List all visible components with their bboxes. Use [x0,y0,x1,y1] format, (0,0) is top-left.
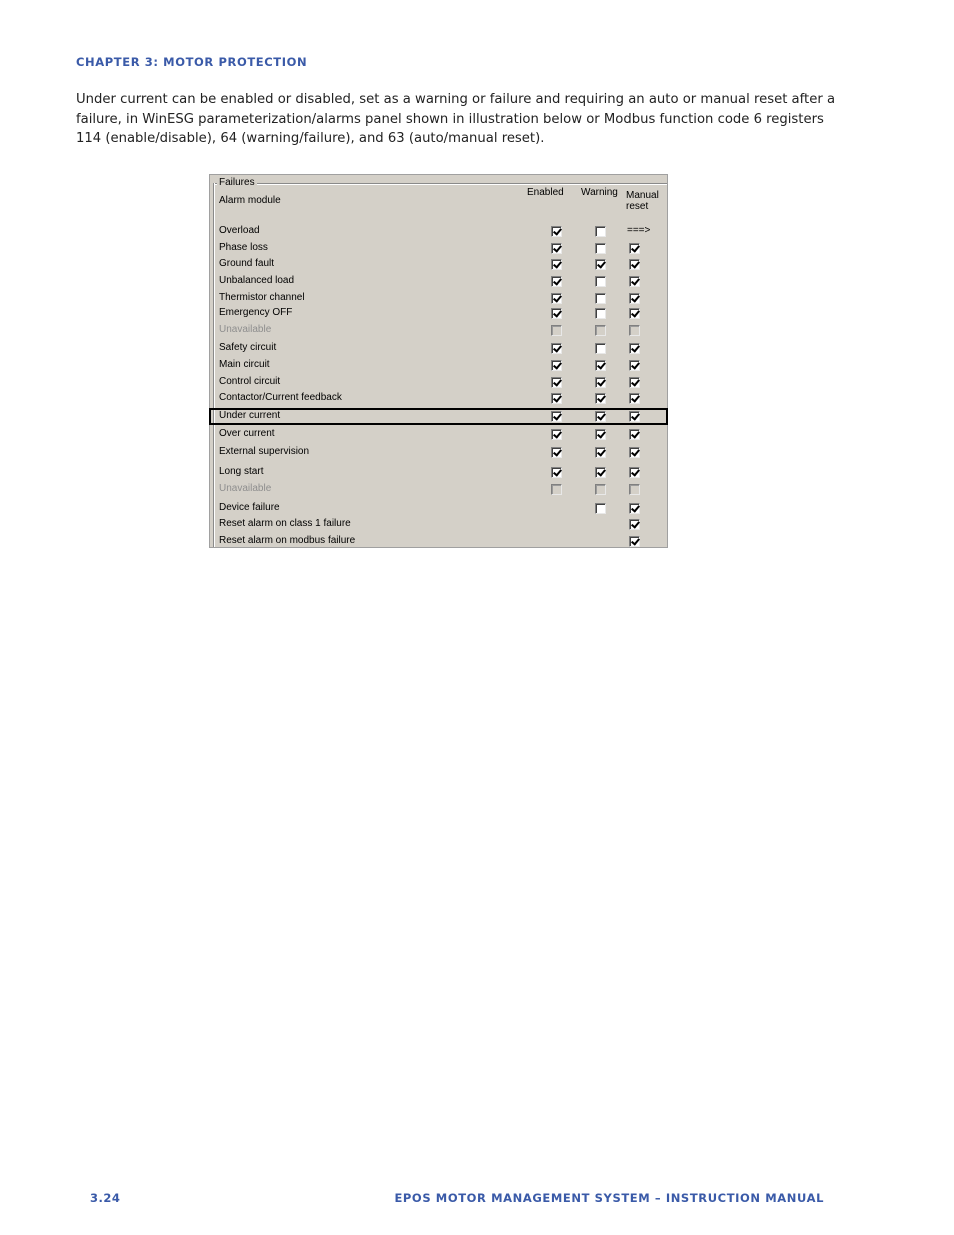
enabled-checkbox[interactable] [551,276,562,287]
enabled-checkbox[interactable] [551,308,562,319]
manual-reset-checkbox[interactable] [629,393,640,404]
failure-row-label: Unavailable [219,324,272,335]
manual-reset-checkbox[interactable] [629,308,640,319]
manual-reset-checkbox[interactable] [629,429,640,440]
enabled-checkbox[interactable] [551,259,562,270]
failure-row-label: Phase loss [219,242,268,253]
warning-checkbox[interactable] [595,293,606,304]
failure-row-label: Under current [219,410,281,421]
failure-row-label: Emergency OFF [219,307,293,318]
failure-row [210,428,667,442]
intro-paragraph: Under current can be enabled or disabled, set as a warning or failure and requiring an auto or manual reset after a failure, in WinESG parameterization/alarms panel shown in illustration below or Modbus function code 6 registers 114 (enable/disable), 64 (warning/failure), and 63 (auto/manual reset). [76,92,836,146]
warning-checkbox[interactable] [595,243,606,254]
warning-checkbox[interactable] [595,447,606,458]
manual-reset-checkbox[interactable] [629,377,640,388]
manual-reset-checkbox[interactable] [629,360,640,371]
failure-row-label: Reset alarm on class 1 failure [219,518,351,529]
enabled-checkbox[interactable] [551,467,562,478]
failure-row [210,359,667,373]
failure-row-label: Long start [219,466,264,477]
failure-row [210,535,667,549]
manual-reset-checkbox[interactable] [629,243,640,254]
warning-checkbox[interactable] [595,393,606,404]
failure-row [210,275,667,289]
warning-checkbox [595,484,606,495]
failure-row-label: Reset alarm on modbus failure [219,535,356,546]
failure-row [210,225,667,239]
enabled-checkbox [551,484,562,495]
failure-row [210,324,667,338]
manual-reset-checkbox [629,325,640,336]
enabled-checkbox[interactable] [551,429,562,440]
group-box-top-line [213,183,667,185]
failure-row [210,483,667,497]
enabled-checkbox [551,325,562,336]
column-header-manual-reset [626,190,666,212]
failure-row [210,392,667,406]
column-header-enabled: Enabled [527,187,564,198]
manual-reset-checkbox [629,484,640,495]
failure-row [210,466,667,480]
manual-reset-checkbox[interactable] [629,259,640,270]
under-current-highlight [209,408,668,425]
failure-row [210,376,667,390]
alarm-module-label: Alarm module [219,195,281,206]
warning-checkbox[interactable] [595,343,606,354]
failure-row-label: Over current [219,428,275,439]
warning-checkbox[interactable] [595,377,606,388]
manual-reset-checkbox[interactable] [629,276,640,287]
alarm-failures-panel [209,174,668,548]
failure-row-label: Main circuit [219,359,270,370]
enabled-checkbox[interactable] [551,447,562,458]
enabled-checkbox[interactable] [551,393,562,404]
manual-reset-checkbox[interactable] [629,293,640,304]
manual-reset-checkbox[interactable] [629,343,640,354]
warning-checkbox [595,325,606,336]
failure-row [210,307,667,321]
chapter-heading: CHAPTER 3: MOTOR PROTECTION [76,55,308,69]
column-header-manual-reset-text: Manual reset [626,190,659,212]
failure-row [210,342,667,356]
warning-checkbox[interactable] [595,360,606,371]
warning-checkbox[interactable] [595,503,606,514]
enabled-checkbox[interactable] [551,226,562,237]
enabled-checkbox[interactable] [551,343,562,354]
failure-row [210,446,667,460]
failure-row-label: Ground fault [219,258,275,269]
failure-row-label: External supervision [219,446,310,457]
failure-row-label: Unavailable [219,483,272,494]
page-number: 3.24 [90,1191,121,1205]
manual-reset-checkbox[interactable] [629,536,640,547]
failure-row [210,518,667,532]
group-title: Failures [219,177,255,188]
warning-checkbox[interactable] [595,467,606,478]
warning-checkbox[interactable] [595,308,606,319]
enabled-checkbox[interactable] [551,293,562,304]
failure-row-label: Unbalanced load [219,275,295,286]
manual-reset-checkbox[interactable] [629,519,640,530]
enabled-checkbox[interactable] [551,243,562,254]
failure-row [210,258,667,272]
warning-checkbox[interactable] [595,259,606,270]
failure-row [210,292,667,306]
manual-reset-checkbox[interactable] [629,503,640,514]
failure-row-label: Device failure [219,502,280,513]
manual-reset-checkbox[interactable] [629,447,640,458]
manual-reset-checkbox[interactable] [629,467,640,478]
failure-row-label: Overload [219,225,260,236]
failure-row [210,242,667,256]
enabled-checkbox[interactable] [551,377,562,388]
failure-row [210,502,667,516]
failure-row-label: Thermistor channel [219,292,305,303]
manual-title: EPOS MOTOR MANAGEMENT SYSTEM – INSTRUCTION MANUAL [394,1191,824,1205]
failure-row-label: Contactor/Current feedback [219,392,342,403]
failure-row-label: Safety circuit [219,342,277,353]
manual-reset-arrow: ===> [627,225,651,236]
failure-row-label: Control circuit [219,376,281,387]
enabled-checkbox[interactable] [551,360,562,371]
warning-checkbox[interactable] [595,226,606,237]
warning-checkbox[interactable] [595,276,606,287]
column-header-warning: Warning [581,187,618,198]
warning-checkbox[interactable] [595,429,606,440]
